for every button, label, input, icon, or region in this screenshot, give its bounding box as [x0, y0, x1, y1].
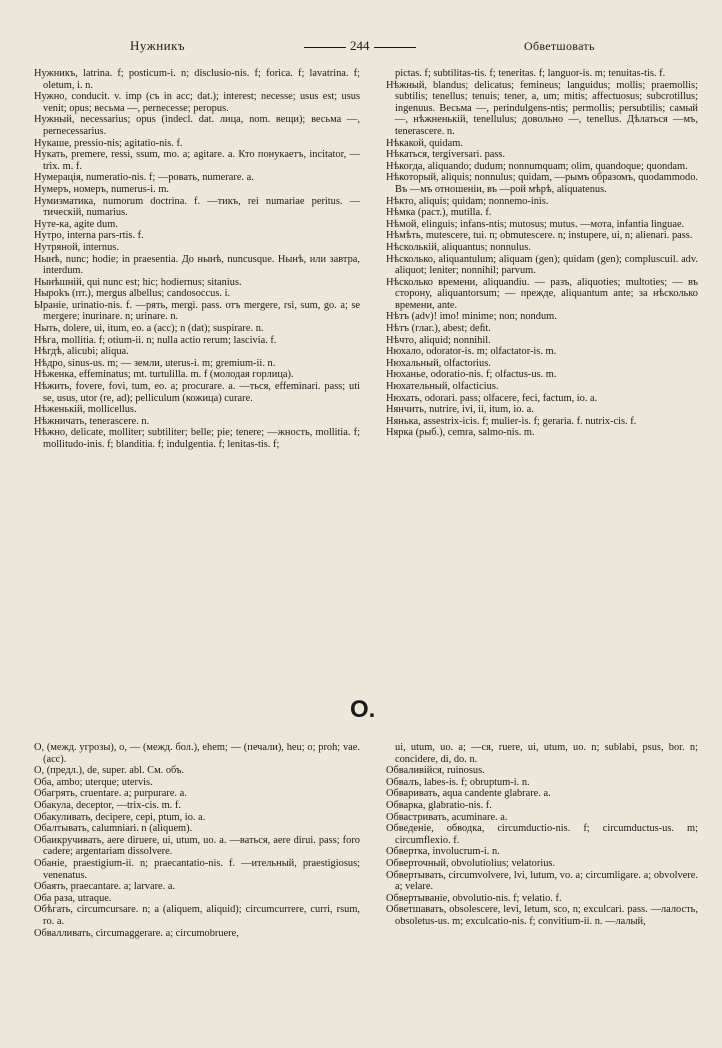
dictionary-entry: Нынѣшній, qui nunc est; hic; hodiernus; sitanius.	[34, 276, 242, 288]
dictionary-entry: Нѣсколько, aliquantulum; aliquam (gen); quidam (gen); compluscuil. adv. aliquot; leniter; nonnihil; parvum.	[386, 253, 698, 277]
dictionary-entry: Нярка (рыб.), cemra, salmo-nis. m.	[386, 427, 535, 439]
dictionary-entry: Нѣтъ (adv)! imo! minime; non; nondum.	[386, 311, 557, 323]
dictionary-entry: Обвертка, involucrum-i. n.	[386, 846, 500, 858]
header-right-word: Обветшовать	[524, 39, 595, 53]
dictionary-entry: Нюхальный, olfactorius.	[386, 357, 491, 369]
dictionary-entry: Нукать, premere, ressi, ssum, mo. a; agitare. a. Кто понукаетъ, incitator, —trix. m. f.	[34, 149, 360, 172]
dictionary-entry: Нужный, necessarius; opus (indecl. dat. лица, nom. вещи); весьма —, pernecessarius.	[34, 114, 360, 137]
dictionary-entry: Нѣженькій, mollicellus.	[34, 404, 137, 416]
dictionary-entry: Нѣжить, fovere, fovi, tum, eo. a; procurare. a. —ться, effeminari. pass; uti se, usus, utor (re, ad); pelliculum (кожица) curare.	[34, 381, 360, 404]
dictionary-entry: Нюхательный, olfacticius.	[386, 381, 499, 393]
dictionary-entry: Нѣкакой, quidam.	[386, 137, 463, 149]
dictionary-entry: Нутро, interna pars-rtis. f.	[34, 230, 144, 242]
dictionary-entry: Нѣкоторый, aliquis; nonnulus; quidam, —рымъ образомъ, quodammodo. Въ —мъ отношеніи, въ —рой мѣрѣ, aliquatenus.	[386, 172, 698, 195]
dictionary-entry: Обакуливать, decipere, cepi, ptum, io. a.	[34, 811, 206, 823]
dictionary-entry: Нянька, assestrix-icis. f; mulier-is. f; geraria. f. nutrix-cis. f.	[386, 415, 637, 427]
dictionary-entry: Нумеръ, номеръ, numerus-i. m.	[34, 183, 170, 195]
dictionary-entry: Оба, ambo; uterque; utervis.	[34, 776, 153, 788]
dictionary-entry: Обвалливать, circumaggerare. a; circumobruere,	[34, 927, 239, 939]
dictionary-entry: Нѣсколько времени, aliquandiu. — разъ, aliquoties; multoties; — въ сторону, aliquantorsum; — прежде, aliquantum ante; за нѣсколько времени, ante.	[386, 276, 698, 311]
dictionary-entry-continuation: ui, utum, uo. a; —ся, ruere, ui, utum, uo. n; sublabi, psus, bor. n; concidere, di, do. n.	[395, 742, 698, 765]
dictionary-entry: Нѣга, mollitia. f; otium-ii. n; nulla actio rerum; lascivia. f.	[34, 334, 277, 346]
dictionary-entry: Нѣмой, elinguis; infans-ntis; mutosus; mutus. —мота, infantia linguae.	[386, 218, 685, 230]
dictionary-entry: Нѣжничать, tenerascere. n.	[34, 415, 150, 427]
dictionary-entry: Обакула, deceptor, —trix-cis. m. f.	[34, 799, 181, 811]
dictionary-entry: Обветшавать, obsolescere, levi, letum, sco, n; exculcari. pass. —лалость, obsoletus-us. m; exculcatio-nis. f; convitium-ii. n. —лалый,	[386, 904, 698, 927]
dictionary-entry: Обаять, praecantare. a; larvare. a.	[34, 881, 176, 893]
dictionary-entry: Нѣмѣть, mutescere, tui. n; obmutescere. n; instupere, ui, n; alienari. pass.	[386, 230, 693, 242]
dictionary-entry: Нынѣ, nunc; hodie; in praesentia. До нынѣ, nuncusque. Нынѣ, или завтра, interdum.	[34, 253, 360, 277]
dictionary-entry: Обведеніе, обводка, circumductio-nis. f; circumductus-us. m; circumflexio. f.	[386, 823, 698, 846]
dictionary-entry: Нумерація, numeratio-nis. f; —ровать, numerare. a.	[34, 172, 254, 184]
dictionary-entry: Обаикручивать, aere diruere, ui, utum, uo. a. —ваться, aere dirui. pass; foro cadere; argentariam dissolvere.	[34, 834, 360, 858]
dictionary-entry: Оба раза, utraque.	[34, 892, 112, 904]
dictionary-entry: Обагрять, cruentare. a; purpurare. a.	[34, 788, 187, 800]
dictionary-entry: Обварка, glabratio-nis. f.	[386, 799, 492, 811]
dictionary-entry: Нѣкогда, aliquando; dudum; nonnumquam; olim, quandoque; quondam.	[386, 160, 688, 172]
dictionary-entry: Нуте-ка, agite dum.	[34, 218, 118, 230]
dictionary-entry: Нѣгдѣ, alicubi; aliqua.	[34, 346, 129, 358]
section-letter: O.	[350, 696, 376, 723]
dictionary-entry: Нукаше, pressio-nis; agitatio-nis. f.	[34, 137, 183, 149]
dictionary-entry: Нянчить, nutrire, ivi, ii, itum, io. a.	[386, 404, 534, 416]
dictionary-entry: Нумизматика, numorum doctrina. f. —тикъ, rei numariae peritus. —тическій, numarius.	[34, 195, 360, 219]
dictionary-entry: Обвертываніе, obvolutio-nis. f; velatio. f.	[386, 892, 562, 904]
dictionary-entry: Обваливійся, ruinosus.	[386, 765, 485, 777]
page-number	[300, 38, 420, 54]
dictionary-entry-continuation: pictas. f; subtilitas-tis. f; teneritas. f; languor-is. m; tenuitas-tis. f.	[395, 68, 666, 79]
column-top-left	[34, 68, 360, 451]
column-bottom-right	[386, 742, 698, 928]
column-top-right	[386, 68, 698, 439]
dictionary-entry: Обверточный, obvolutiolius; velatorius.	[386, 857, 556, 869]
dictionary-entry: Обваривать, aqua candente glabrare. a.	[386, 788, 551, 800]
dictionary-entry: Обалтывать, calumniari. n (aliquem).	[34, 823, 193, 835]
dictionary-entry: Нюхать, odorari. pass; olfacere, feci, factum, io. a.	[386, 392, 598, 404]
dictionary-entry: Нутряной, internus.	[34, 241, 119, 253]
dictionary-entry: Нѣкто, aliquis; quidam; nonnemo-inis.	[386, 195, 549, 207]
dictionary-entry: Нѣкаться, tergiversari. pass.	[386, 149, 506, 161]
column-bottom-left	[34, 742, 360, 939]
dictionary-entry: Нѣжный, blandus; delicatus; femineus; languidus; mollis; praemollis; subtilis; tenellus; tenuis; tener, a, um; mitis; affectuosus; subcrotillus; ingenuus. Весьма —, perindulgens-ntis; permollis; persubtilis; самый —, нѣжненькій, tenellulus; довольно —, tenellus. Дѣлаться —мъ, tenerascere. n.	[386, 79, 698, 137]
page-number-text: 244	[350, 38, 370, 53]
dictionary-entry: Нужно, conducit. v. imp (съ in acc; dat.); interest; necesse; usus est; usus venit; opus; весьма —, pernecesse; peropus.	[34, 91, 360, 114]
dictionary-entry: Нѣмка (раст.), mutilla. f.	[386, 207, 492, 219]
dictionary-entry: Обаніе, praestigium-ii. n; praecantatio-nis. f. —ительный, praestigiosus; venenatus.	[34, 857, 360, 881]
dictionary-entry: Обвалъ, labes-is. f; obruptum-i. n.	[386, 776, 530, 788]
dictionary-entry: Нѣчто, aliquid; nonnihil.	[386, 334, 491, 346]
dictionary-entry: О, (предл.), de, super. abl. См. объ.	[34, 765, 185, 777]
dictionary-entry: Нюхало, odorator-is. m; olfactator-is. m.	[386, 346, 557, 358]
dictionary-entry: Ныть, dolere, ui, itum, eo. a (acc); n (dat); suspirare. n.	[34, 323, 264, 335]
dictionary-entry: Ныроkъ (пт.), mergus albellus; candosoccus. i.	[34, 288, 231, 300]
dictionary-entry: Нѣтъ (глаг.), abest; deﬁt.	[386, 323, 491, 335]
dictionary-entry: Обвастривать, acuminare. a.	[386, 811, 508, 823]
dictionary-entry: Нюханье, odoratio-nis. f; olfactus-us. m.	[386, 369, 557, 381]
page-header	[0, 38, 722, 58]
header-left-word: Нужникъ	[130, 38, 186, 53]
dictionary-entry: Обвертывать, circumvolvere, lvi, lutum, vo. a; circumligare. a; obvolvere. a; velare.	[386, 869, 698, 893]
dictionary-entry: Нѣсколькій, aliquantus; nonnulus.	[386, 241, 531, 253]
dictionary-entry: Нѣдро, sinus-us. m; — земли, uterus-i. m; gremium-ii. n.	[34, 357, 276, 369]
dictionary-entry: О, (межд. угрозы), o, — (межд. бол.), ehem; — (печали), heu; o; proh; vae. (acc).	[34, 742, 360, 765]
dictionary-entry: Ыраніе, urinatio-nis. f. —рять, mergi. pass. отъ mergere, rsi, sum, go. a; se mergere; inurinare. n; urinare. n.	[34, 299, 360, 323]
dictionary-entry: Нѣжно, delicate, molliter; subtiliter; belle; pie; tenere; —жность, mollitia. f; mollitudo-inis. f; blanditia. f; indulgentia. f; lenitas-tis. f;	[34, 427, 360, 450]
dictionary-entry: Нѣженка, effeminatus; mt. turtulilla. m. f (молодая горлица).	[34, 369, 294, 381]
dictionary-entry: Обѣгать, circumcursare. n; a (aliquem, aliquid); circumcurrere, curri, rsum, ro. a.	[34, 904, 360, 927]
dictionary-entry: Нужникъ, latrina. f; posticum-i. n; disclusio-nis. f; forica. f; lavatrina. f; oletum, i. n.	[34, 68, 360, 91]
